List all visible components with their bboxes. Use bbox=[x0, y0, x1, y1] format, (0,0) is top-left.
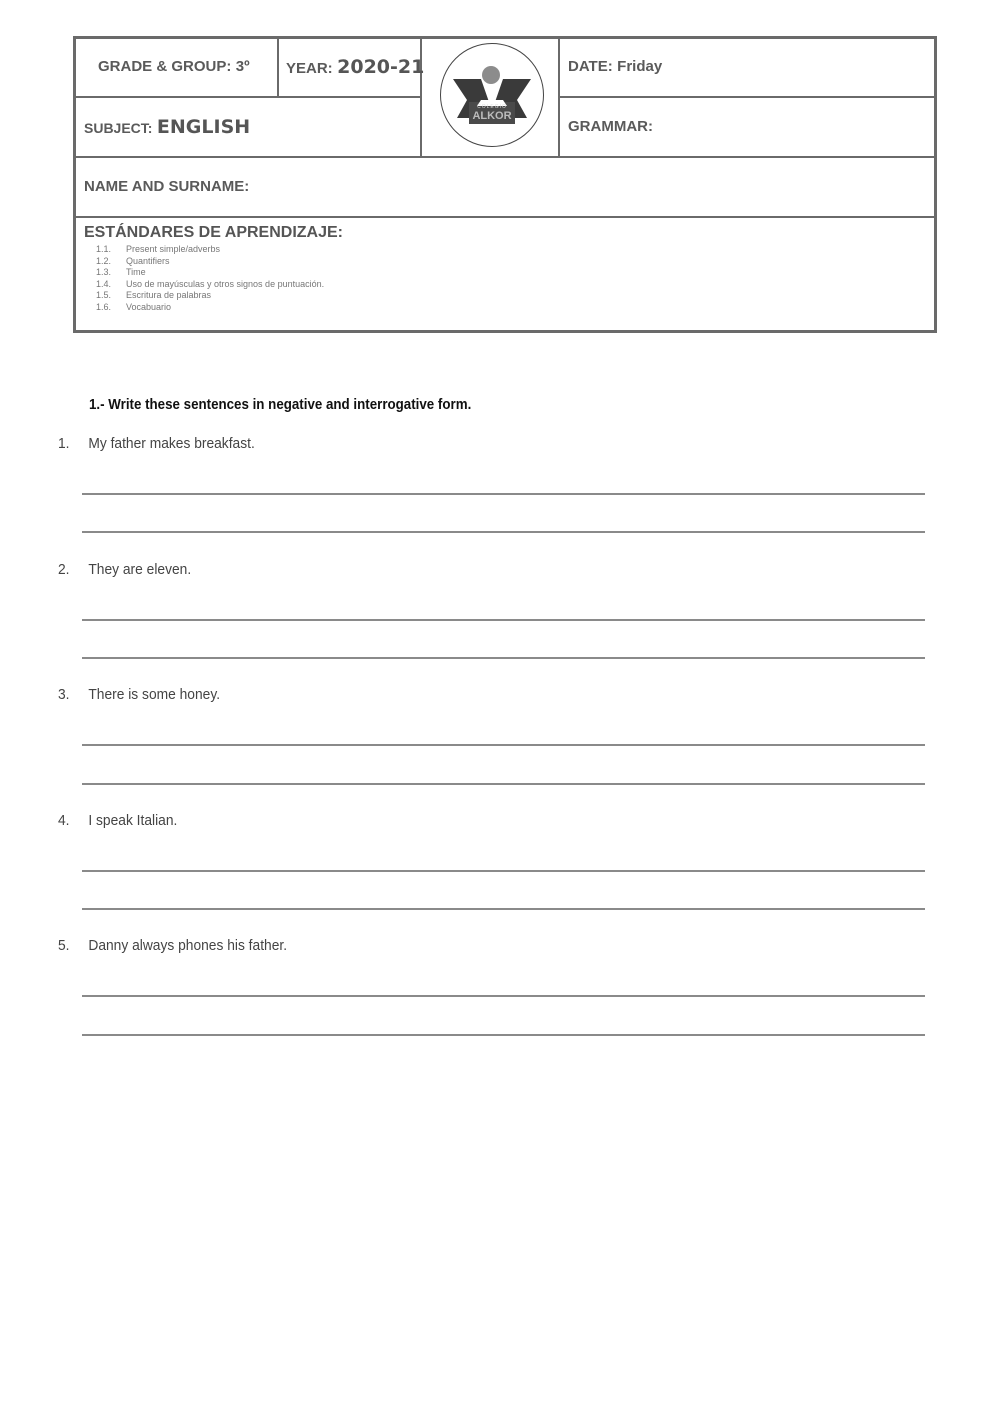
question-5: 5. Danny always phones his father. bbox=[58, 937, 288, 954]
question-3: 3. There is some honey. bbox=[58, 686, 221, 703]
standard-item: 1.5. Escritura de palabras bbox=[96, 290, 212, 301]
year-field bbox=[286, 56, 424, 78]
answer-line[interactable] bbox=[82, 619, 925, 621]
divider bbox=[277, 39, 279, 96]
divider bbox=[76, 96, 420, 98]
school-logo-icon bbox=[440, 43, 544, 147]
grammar-label: GRAMMAR: bbox=[568, 118, 653, 135]
question-1: 1. My father makes breakfast. bbox=[58, 435, 255, 452]
answer-line[interactable] bbox=[82, 783, 925, 785]
divider bbox=[558, 96, 934, 98]
logo-main-text: ALKOR bbox=[472, 110, 512, 122]
grade-group-field bbox=[98, 58, 250, 76]
name-field bbox=[84, 178, 249, 196]
divider bbox=[76, 216, 934, 218]
grade-group-label: GRADE & GROUP: bbox=[98, 58, 232, 75]
subject-value: ENGLISH bbox=[156, 116, 251, 138]
standards-title: ESTÁNDARES DE APRENDIZAJE: bbox=[84, 224, 343, 241]
question-2: 2. They are eleven. bbox=[58, 561, 192, 578]
answer-line[interactable] bbox=[82, 657, 925, 659]
standards-list bbox=[96, 244, 324, 314]
grammar-field bbox=[568, 118, 653, 136]
answer-line[interactable] bbox=[82, 995, 925, 997]
grade-group-value: 3º bbox=[235, 58, 250, 75]
answer-line[interactable] bbox=[82, 744, 925, 746]
name-label: NAME AND SURNAME: bbox=[84, 178, 250, 195]
standard-item: 1.3. Time bbox=[96, 267, 146, 278]
year-value: 2020-21 bbox=[337, 56, 425, 78]
exercise-instruction: 1.- Write these sentences in negative and interrogative form. bbox=[89, 397, 472, 413]
standard-item: 1.2. Quantifiers bbox=[96, 255, 170, 266]
answer-line[interactable] bbox=[82, 908, 925, 910]
answer-line[interactable] bbox=[82, 870, 925, 872]
date-value: Friday bbox=[617, 58, 663, 75]
divider bbox=[558, 39, 560, 156]
question-4: 4. I speak Italian. bbox=[58, 812, 178, 829]
year-label: YEAR: bbox=[286, 60, 333, 77]
divider bbox=[76, 156, 934, 158]
standard-item: 1.4. Uso de mayúsculas y otros signos de puntuación. bbox=[96, 278, 325, 289]
standard-item: 1.1. Present simple/adverbs bbox=[96, 244, 221, 254]
subject-label: SUBJECT: bbox=[84, 120, 153, 136]
standard-item: 1.6. Vocabuario bbox=[96, 301, 172, 312]
logo-top-text: COLEGIO bbox=[477, 104, 507, 110]
header-table bbox=[73, 36, 937, 333]
answer-line[interactable] bbox=[82, 1034, 925, 1036]
answer-line[interactable] bbox=[82, 493, 925, 495]
subject-field bbox=[84, 116, 250, 138]
answer-line[interactable] bbox=[82, 531, 925, 533]
date-label: DATE: bbox=[568, 58, 613, 75]
date-field bbox=[568, 58, 662, 76]
